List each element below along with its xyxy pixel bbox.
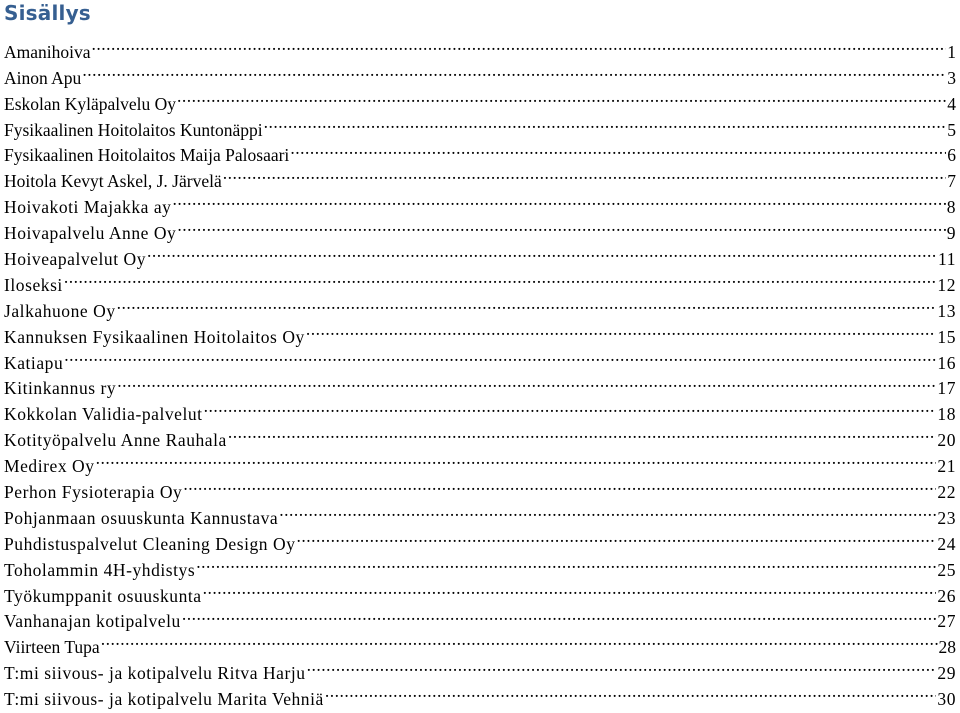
toc-entry[interactable] (4, 265, 956, 295)
toc-heading: Sisällys (4, 1, 91, 25)
toc-entry-label: Työkumppanit osuuskunta (4, 585, 202, 606)
toc-entry-label: Kitinkannus ry (4, 378, 117, 399)
toc-entry-label: Toholammin 4H-yhdistys (4, 559, 196, 580)
toc-entry-label: Kannuksen Fysikaalinen Hoitolaitos Oy (4, 326, 305, 347)
dot-leader (204, 394, 937, 420)
dot-leader (223, 161, 947, 187)
toc-entry[interactable] (4, 291, 956, 321)
toc-entry-label: Ainon Apu (4, 67, 82, 88)
toc-entry[interactable] (4, 394, 956, 425)
toc-entry[interactable] (4, 343, 956, 373)
dot-leader (92, 32, 947, 58)
toc-entry-label: Fysikaalinen Hoitolaitos Kuntonäppi (4, 119, 263, 140)
dot-leader (147, 239, 937, 265)
toc-entry[interactable] (4, 446, 956, 477)
toc-entry-page-number: 24 (937, 533, 956, 554)
toc-entry-page-number: 22 (937, 482, 956, 503)
toc-entry-label: Hoitola Kevyt Askel, J. Järvelä (4, 171, 222, 192)
toc-entry-page-number: 25 (937, 559, 956, 580)
toc-entry-label: Perhon Fysioterapia Oy (4, 482, 183, 503)
toc-entry-label: Medirex Oy (4, 456, 95, 477)
toc-entry-page-number: 6 (947, 145, 956, 166)
toc-entry-label: Viirteen Tupa (4, 637, 100, 658)
toc-entry-label: Pohjanmaan osuuskunta Kannustava (4, 507, 279, 528)
dot-leader (117, 369, 936, 395)
dot-leader (64, 265, 937, 291)
toc-entry[interactable] (4, 84, 956, 114)
toc-entry-label: Kotityöpalvelu Anne Rauhala (4, 430, 227, 451)
dot-leader (101, 627, 938, 653)
toc-entry-label: Jalkahuone Oy (4, 300, 116, 321)
toc-entry-page-number: 26 (937, 585, 956, 606)
toc-entry-label: Iloseksi (4, 274, 63, 295)
toc-entry-page-number: 12 (937, 274, 956, 295)
dot-leader (64, 343, 936, 369)
toc-entry-page-number: 23 (937, 507, 956, 528)
toc-entry-label: Katiapu (4, 352, 64, 373)
toc-entry-page-number: 11 (938, 249, 956, 270)
toc-entry-page-number: 13 (937, 300, 956, 321)
dot-leader (228, 420, 937, 446)
toc-entry-page-number: 16 (937, 352, 956, 373)
dot-leader (182, 602, 937, 628)
toc-entry-label: Hoivapalvelu Anne Oy (4, 223, 177, 244)
toc-entry-label: T:mi siivous- ja kotipalvelu Marita Vehniä (4, 689, 324, 710)
toc-list (4, 32, 956, 710)
toc-entry[interactable] (4, 317, 956, 347)
dot-leader (172, 187, 945, 213)
toc-entry[interactable] (4, 58, 956, 88)
toc-entry-page-number: 1 (947, 41, 956, 62)
toc-entry-page-number: 17 (937, 378, 956, 399)
toc-entry[interactable] (4, 653, 956, 684)
toc-entry-label: Kokkolan Validia-palvelut (4, 404, 203, 425)
toc-entry[interactable] (4, 32, 956, 62)
toc-entry-label: Eskolan Kyläpalvelu Oy (4, 93, 177, 114)
toc-entry-page-number: 8 (946, 197, 956, 218)
toc-entry-page-number: 27 (937, 611, 956, 632)
toc-entry-label: Fysikaalinen Hoitolaitos Maija Palosaari (4, 145, 290, 166)
toc-entry-label: Vanhanajan kotipalvelu (4, 611, 181, 632)
toc-entry-label: Amanihoiva (4, 41, 91, 62)
toc-entry-page-number: 15 (937, 326, 956, 347)
dot-leader (82, 58, 946, 84)
toc-entry-page-number: 21 (937, 456, 956, 477)
dot-leader (117, 291, 937, 317)
dot-leader (264, 110, 947, 136)
dot-leader (325, 679, 937, 705)
dot-leader (203, 576, 937, 602)
dot-leader (297, 524, 937, 550)
toc-entry-page-number: 9 (946, 223, 956, 244)
toc-entry-label: T:mi siivous- ja kotipalvelu Ritva Harju (4, 663, 306, 684)
toc-entry-label: Hoivakoti Majakka ay (4, 197, 172, 218)
toc-entry-label: Hoiveapalvelut Oy (4, 249, 147, 270)
toc-entry-page-number: 4 (947, 93, 956, 114)
toc-entry-page-number: 20 (937, 430, 956, 451)
toc-entry-page-number: 30 (937, 689, 956, 710)
dot-leader (279, 498, 936, 524)
dot-leader (196, 550, 936, 576)
toc-entry-page-number: 7 (947, 171, 956, 192)
dot-leader (96, 446, 937, 472)
dot-leader (306, 317, 937, 343)
toc-entry-page-number: 5 (947, 119, 956, 140)
toc-entry-page-number: 28 (938, 637, 956, 658)
dot-leader (177, 213, 945, 239)
toc-entry-page-number: 3 (947, 67, 956, 88)
dot-leader (177, 84, 946, 110)
dot-leader (290, 136, 946, 162)
toc-entry[interactable] (4, 369, 956, 399)
toc-entry-label: Puhdistuspalvelut Cleaning Design Oy (4, 533, 296, 554)
dot-leader (307, 653, 937, 679)
toc-entry[interactable] (4, 472, 956, 503)
toc-entry-page-number: 18 (937, 404, 956, 425)
toc-entry[interactable] (4, 627, 956, 658)
toc-entry-page-number: 29 (937, 663, 956, 684)
toc-entry[interactable] (4, 239, 956, 270)
dot-leader (183, 472, 936, 498)
